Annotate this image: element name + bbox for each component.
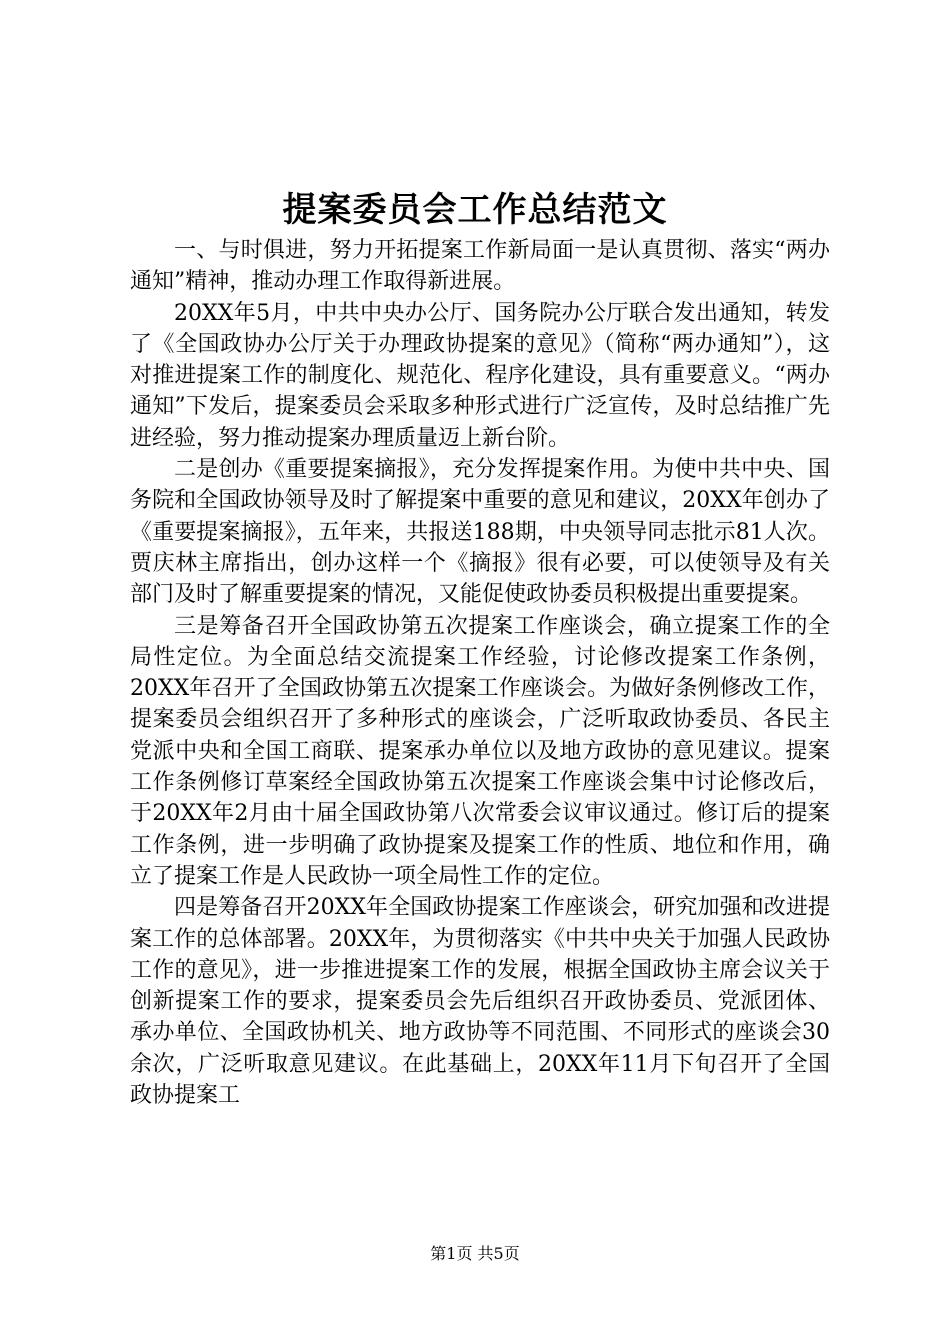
document-title: 提案委员会工作总结范文 <box>282 190 668 230</box>
paragraph-5: 四是筹备召开20XX年全国政协提案工作座谈会，研究加强和改进提案工作的总体部署。20XX年，为贯彻落实《中共中央关于加强人民政协工作的意见》，进一步推进提案工作的发展，根据全国政协主席会议关于创新提案工作的要求，提案委员会先后组织召开政协委员、党派团体、承办单位、全国政协机关、地方政协等不同范围、不同形式的座谈会30余次，广泛听取意见建议。在此基础上，20XX年11月下旬召开了全国政协提案工 <box>130 895 830 1109</box>
paragraph-4: 三是筹备召开全国政协第五次提案工作座谈会，确立提案工作的全局性定位。为全面总结交流提案工作经验，讨论修改提案工作条例，20XX年召开了全国政协第五次提案工作座谈会。为做好条例修改工作，提案委员会组织召开了多种形式的座谈会，广泛听取政协委员、各民主党派中央和全国工商联、提案承办单位以及地方政协的意见建议。提案工作条例修订草案经全国政协第五次提案工作座谈会集中讨论修改后，于20XX年2月由十届全国政协第八次常委会议审议通过。修订后的提案工作条例，进一步明确了政协提案及提案工作的性质、地位和作用，确立了提案工作是人民政协一项全局性工作的定位。 <box>130 613 830 889</box>
document-body <box>130 235 830 1111</box>
paragraph-3: 二是创办《重要提案摘报》，充分发挥提案作用。为使中共中央、国务院和全国政协领导及时了解提案中重要的意见和建议，20XX年创办了《重要提案摘报》，五年来，共报送188期，中央领导同志批示81人次。贾庆林主席指出，创办这样一个《摘报》很有必要，可以使领导及有关部门及时了解重要提案的情况，又能促使政协委员积极提出重要提案。 <box>130 457 830 608</box>
page-number-footer: 第1页 共5页 <box>430 1244 520 1263</box>
paragraph-1: 一、与时俱进，努力开拓提案工作新局面一是认真贯彻、落实“两办通知”精神，推动办理工作取得新进展。 <box>130 238 830 295</box>
paragraph-2: 20XX年5月，中共中央办公厅、国务院办公厅联合发出通知，转发了《全国政协办公厅关于办理政协提案的意见》（简称“两办通知”），这对推进提案工作的制度化、规范化、程序化建设，具有重要意义。“两办通知”下发后，提案委员会采取多种形式进行广泛宣传，及时总结推广先进经验，努力推动提案办理质量迈上新台阶。 <box>130 300 830 451</box>
